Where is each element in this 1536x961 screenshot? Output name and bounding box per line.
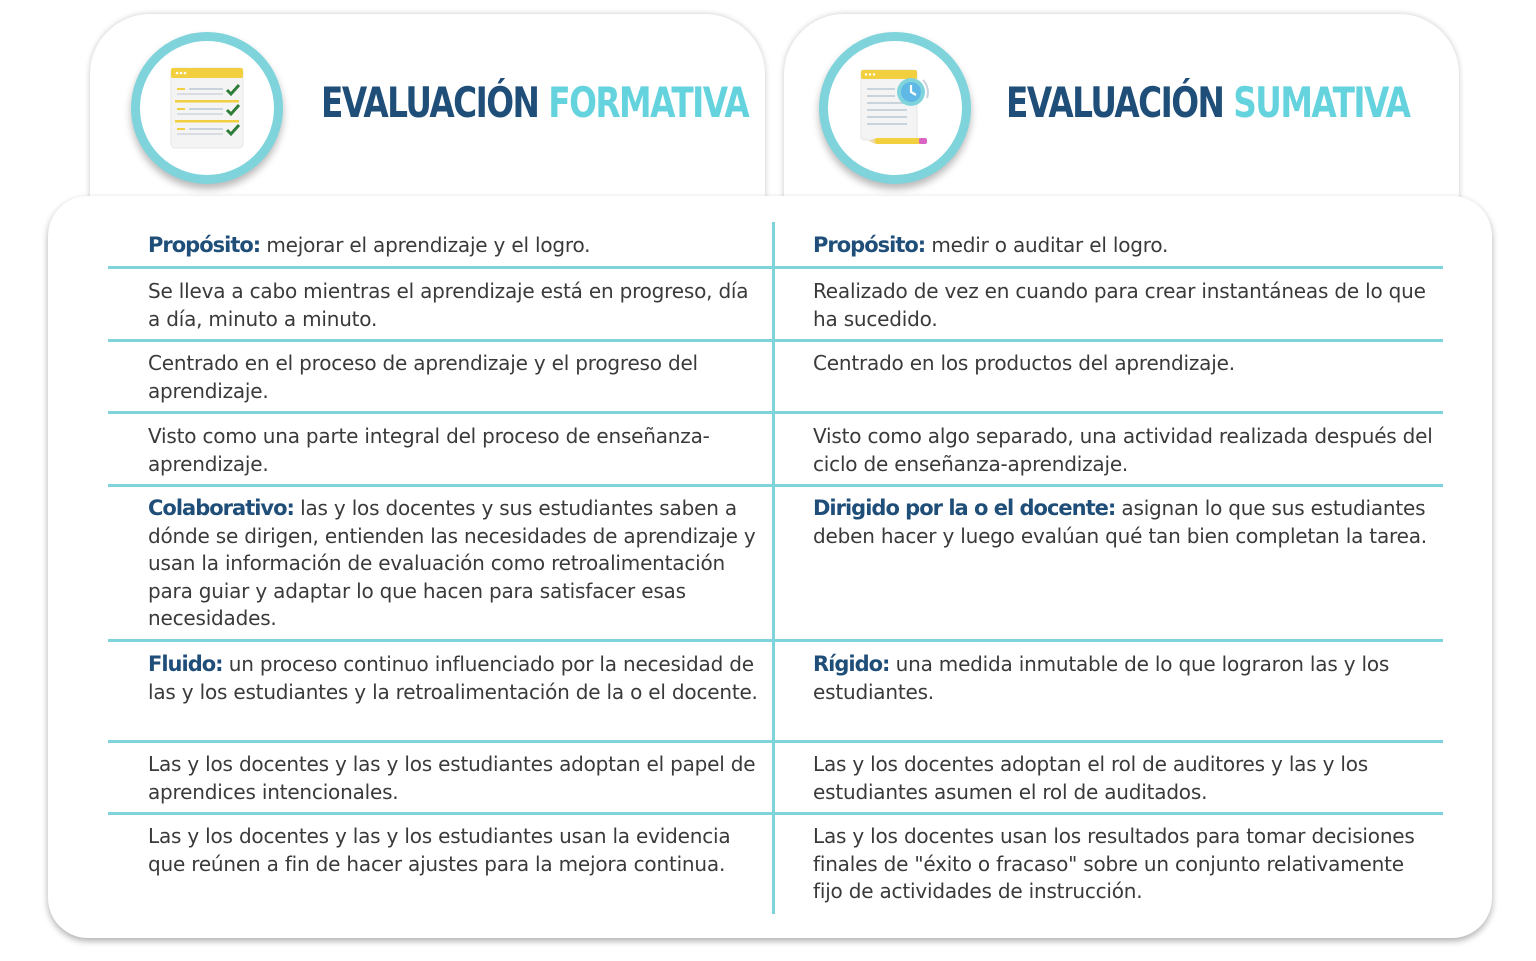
formative-collaborative	[148, 495, 758, 633]
formative-roles	[148, 751, 758, 806]
cell-text: una medida inmutable de lo que lograron las y los estudiantes.	[813, 652, 1390, 704]
keyword-label: Rígido:	[813, 652, 890, 676]
keyword-label: Propósito:	[813, 233, 926, 257]
cell-text: asignan lo que sus estudiantes deben hacer y luego evalúan qué tan bien completan la tarea.	[813, 496, 1427, 548]
cell-text: Centrado en los productos del aprendizaje.	[813, 351, 1235, 375]
keyword-label: Colaborativo:	[148, 496, 294, 520]
formative-title-part2: FORMATIVA	[548, 78, 749, 127]
summative-title-part2: SUMATIVA	[1233, 78, 1410, 127]
formative-fluid	[148, 651, 758, 706]
summative-rigid	[813, 651, 1433, 706]
formative-title	[321, 78, 748, 128]
cell-text: mejorar el aprendizaje y el logro.	[260, 233, 591, 257]
cell-text: medir o auditar el logro.	[925, 233, 1169, 257]
cell-text: Se lleva a cabo mientras el aprendizaje está en progreso, día a día, minuto a minuto.	[148, 279, 749, 331]
cell-text: Las y los docentes adoptan el rol de auditores y las y los estudiantes asumen el rol de auditados.	[813, 752, 1369, 804]
checklist-icon	[131, 32, 283, 184]
row-divider	[108, 484, 1443, 487]
row-divider	[108, 740, 1443, 743]
cell-text: Las y los docentes usan los resultados para tomar decisiones finales de "éxito o fracaso" sobre un conjunto relativamente fijo de actividades de instrucción.	[813, 824, 1415, 903]
summative-purpose	[813, 232, 1433, 260]
cell-text: un proceso continuo influenciado por la necesidad de las y los estudiantes y la retroalimentación de la o el docente.	[148, 652, 758, 704]
formative-timing	[148, 278, 758, 333]
row-divider	[108, 339, 1443, 342]
document-clock-icon	[819, 32, 971, 184]
summative-teacher-directed	[813, 495, 1433, 550]
cell-text: las y los docentes y sus estudiantes saben a dónde se dirigen, entienden las necesidades de aprendizaje y usan la información de evaluación como retroalimentación para guiar y adaptar lo que hacen para satisfacer esas necesidades.	[148, 496, 756, 630]
cell-text: Las y los docentes y las y los estudiantes adoptan el papel de aprendices intencionales.	[148, 752, 756, 804]
column-divider	[772, 222, 775, 914]
formative-evidence	[148, 823, 758, 878]
cell-text: Realizado de vez en cuando para crear instantáneas de lo que ha sucedido.	[813, 279, 1426, 331]
keyword-label: Fluido:	[148, 652, 223, 676]
formative-title-part1: EVALUACIÓN	[321, 78, 539, 127]
summative-focus	[813, 350, 1433, 378]
keyword-label: Dirigido por la o el docente:	[813, 496, 1116, 520]
cell-text: Visto como algo separado, una actividad realizada después del ciclo de enseñanza-aprendizaje.	[813, 424, 1433, 476]
formative-view	[148, 423, 758, 478]
summative-roles	[813, 751, 1433, 806]
cell-text: Centrado en el proceso de aprendizaje y el progreso del aprendizaje.	[148, 351, 698, 403]
row-divider	[108, 266, 1443, 269]
summative-title-part1: EVALUACIÓN	[1006, 78, 1224, 127]
row-divider	[108, 812, 1443, 815]
keyword-label: Propósito:	[148, 233, 261, 257]
row-divider	[108, 639, 1443, 642]
formative-focus	[148, 350, 758, 405]
summative-title	[1006, 78, 1409, 128]
cell-text: Visto como una parte integral del proceso de enseñanza-aprendizaje.	[148, 424, 710, 476]
summative-timing	[813, 278, 1433, 333]
row-divider	[108, 411, 1443, 414]
summative-view	[813, 423, 1433, 478]
summative-results	[813, 823, 1433, 906]
cell-text: Las y los docentes y las y los estudiantes usan la evidencia que reúnen a fin de hacer ajustes para la mejora continua.	[148, 824, 731, 876]
formative-purpose	[148, 232, 758, 260]
